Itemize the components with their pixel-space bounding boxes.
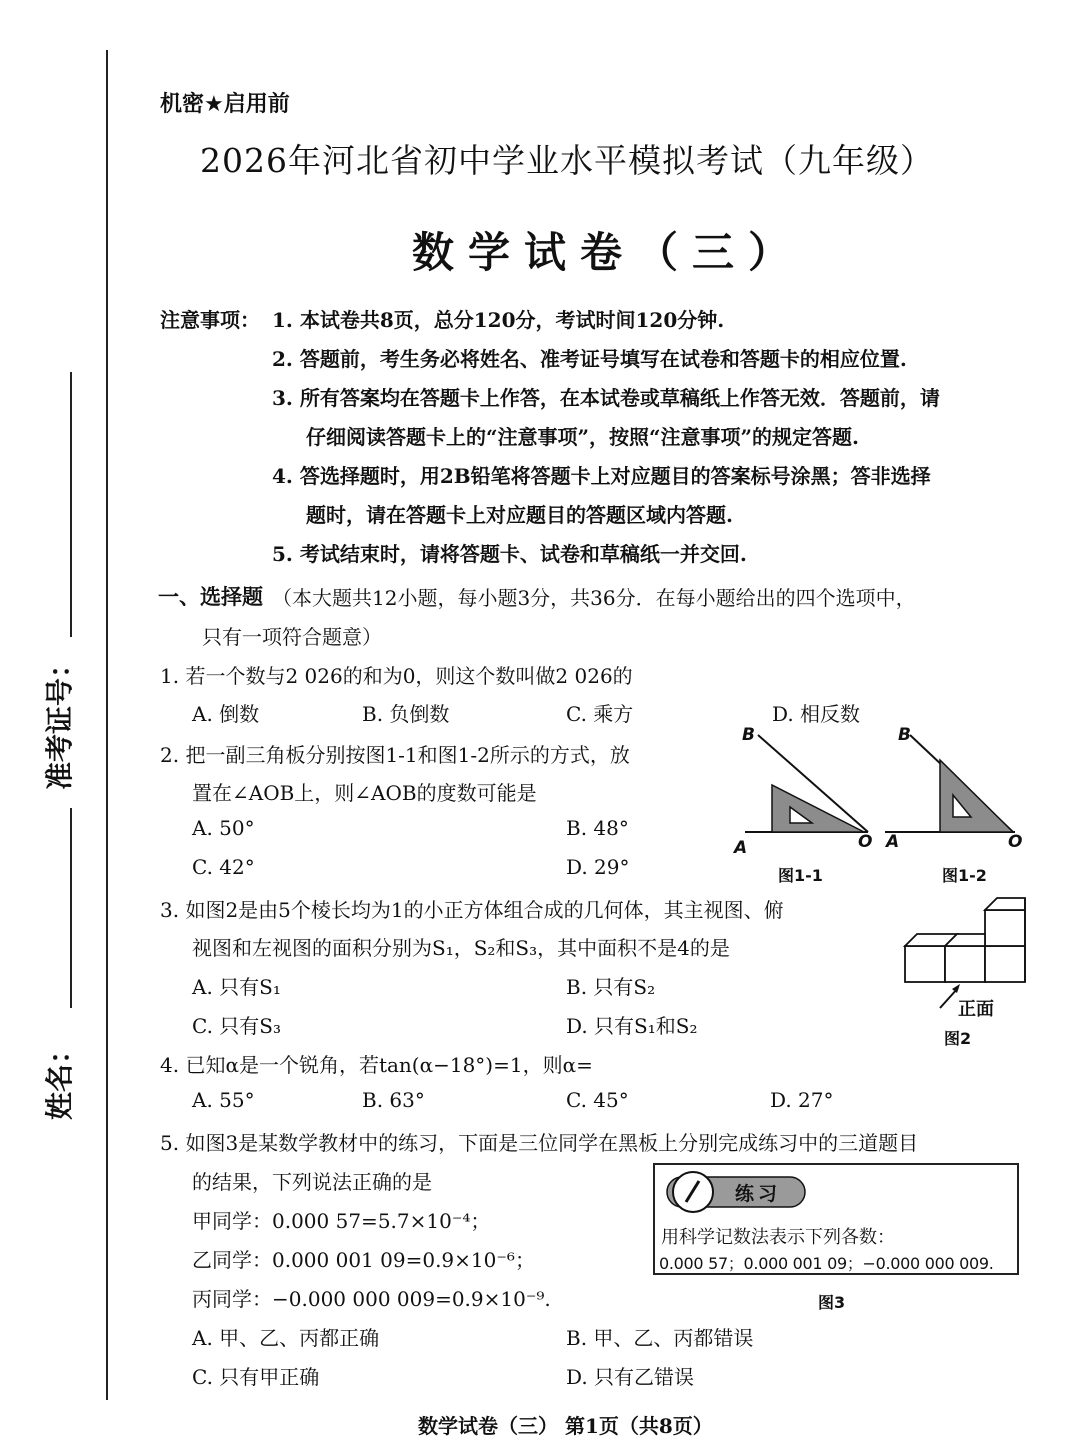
q4-option-c: C. 45° bbox=[566, 1088, 629, 1112]
id-underline-lower bbox=[70, 808, 72, 1008]
secret-mark: 机密★启用前 bbox=[160, 92, 290, 117]
fig2-point-o: O bbox=[1008, 832, 1023, 852]
q2-stem: 置在∠AOB上，则∠AOB的度数可能是 bbox=[192, 781, 537, 805]
q1-option-a: A. 倒数 bbox=[192, 702, 260, 726]
q5-jia: 甲同学：0.000 57=5.7×10⁻⁴； bbox=[192, 1209, 491, 1233]
note-item: 题时，请在答题卡上对应题目的答题区域内答题. bbox=[306, 503, 733, 527]
note-item: 4. 答选择题时，用2B铅笔将答题卡上对应题目的答案标号涂黑；答非选择 bbox=[272, 464, 931, 488]
q1-option-b: B. 负倒数 bbox=[362, 702, 450, 726]
q3-option-a: A. 只有S₁ bbox=[192, 975, 281, 999]
id-label: 准考证号： bbox=[43, 649, 76, 790]
fig-3-caption: 图3 bbox=[818, 1293, 846, 1312]
q5-stem: 的结果，下列说法正确的是 bbox=[192, 1170, 432, 1194]
name-label: 姓名： bbox=[43, 1035, 76, 1120]
fig1-point-a: A bbox=[734, 838, 748, 858]
fig1-point-b: B bbox=[742, 725, 755, 745]
q2-option-b: B. 48° bbox=[566, 816, 629, 840]
fig1-caption: 图1-1 bbox=[778, 866, 823, 885]
q2-option-d: D. 29° bbox=[566, 855, 630, 879]
section-desc: （本大题共12小题，每小题3分，共36分．在每小题给出的四个选项中， bbox=[272, 586, 916, 610]
q1-stem: 1. 若一个数与2 026的和为0，则这个数叫做2 026的 bbox=[160, 664, 633, 688]
q3-stem: 视图和左视图的面积分别为S₁，S₂和S₃，其中面积不是4的是 bbox=[192, 936, 730, 960]
note-item: 2. 答题前，考生务必将姓名、准考证号填写在试卷和答题卡的相应位置. bbox=[272, 347, 907, 371]
q3-option-d: D. 只有S₁和S₂ bbox=[566, 1014, 698, 1038]
practice-tag-label: 练习 bbox=[735, 1183, 782, 1205]
q4-option-d: D. 27° bbox=[770, 1088, 834, 1112]
q3-option-b: B. 只有S₂ bbox=[566, 975, 656, 999]
practice-line-1: 用科学记数法表示下列各数： bbox=[661, 1227, 895, 1248]
practice-line-2: 0.000 57；0.000 001 09；−0.000 000 009. bbox=[659, 1254, 994, 1273]
exam-title: 2026年河北省初中学业水平模拟考试（九年级） bbox=[200, 141, 934, 180]
q5-option-c: C. 只有甲正确 bbox=[192, 1365, 320, 1389]
q5-bing: 丙同学：−0.000 000 009=0.9×10⁻⁹. bbox=[192, 1287, 551, 1311]
note-item: 5. 考试结束时，请将答题卡、试卷和草稿纸一并交回. bbox=[272, 542, 747, 566]
fig-2-caption: 图2 bbox=[944, 1029, 972, 1048]
note-item: 1. 本试卷共8页，总分120分，考试时间120分钟. bbox=[272, 308, 725, 332]
practice-tag bbox=[659, 1169, 809, 1213]
q2-stem: 2. 把一副三角板分别按图1-1和图1-2所示的方式，放 bbox=[160, 743, 630, 767]
q2-option-a: A. 50° bbox=[192, 816, 255, 840]
q4-option-b: B. 63° bbox=[362, 1088, 425, 1112]
note-item: 3. 所有答案均在答题卡上作答，在本试卷或草稿纸上作答无效．答题前，请 bbox=[272, 386, 940, 410]
fig2-caption: 图1-2 bbox=[942, 866, 987, 885]
page-footer: 数学试卷（三） 第1页（共8页） bbox=[418, 1414, 713, 1438]
note-item: 仔细阅读答题卡上的“注意事项”，按照“注意事项”的规定答题. bbox=[306, 425, 859, 449]
q5-option-d: D. 只有乙错误 bbox=[566, 1365, 695, 1389]
fig2-point-a: A bbox=[886, 832, 900, 852]
q3-stem: 3. 如图2是由5个棱长均为1的小正方体组合成的几何体，其主视图、俯 bbox=[160, 898, 784, 922]
fig2-point-b: B bbox=[898, 725, 911, 745]
q5-yi: 乙同学：0.000 001 09=0.9×10⁻⁶； bbox=[192, 1248, 535, 1272]
section-desc: 只有一项符合题意） bbox=[202, 625, 382, 649]
id-underline bbox=[70, 372, 72, 637]
q1-option-c: C. 乘方 bbox=[566, 702, 634, 726]
q2-option-c: C. 42° bbox=[192, 855, 255, 879]
section-title: 一、选择题 bbox=[158, 585, 263, 609]
front-label: 正面 bbox=[958, 999, 994, 1020]
q5-option-a: A. 甲、乙、丙都正确 bbox=[192, 1326, 380, 1350]
q3-option-c: C. 只有S₃ bbox=[192, 1014, 282, 1038]
q4-option-a: A. 55° bbox=[192, 1088, 255, 1112]
q5-stem: 5. 如图3是某数学教材中的练习，下面是三位同学在黑板上分别完成练习中的三道题目 bbox=[160, 1131, 919, 1155]
practice-box bbox=[653, 1163, 1019, 1275]
q5-option-b: B. 甲、乙、丙都错误 bbox=[566, 1326, 754, 1350]
paper-title: 数学试卷（三） bbox=[412, 228, 805, 277]
fig1-point-o: O bbox=[858, 832, 873, 852]
binding-line bbox=[106, 50, 108, 1400]
q1-option-d: D. 相反数 bbox=[772, 702, 861, 726]
q4-stem: 4. 已知α是一个锐角，若tan(α−18°)=1，则α= bbox=[160, 1053, 593, 1077]
notes-label: 注意事项： bbox=[160, 308, 260, 332]
